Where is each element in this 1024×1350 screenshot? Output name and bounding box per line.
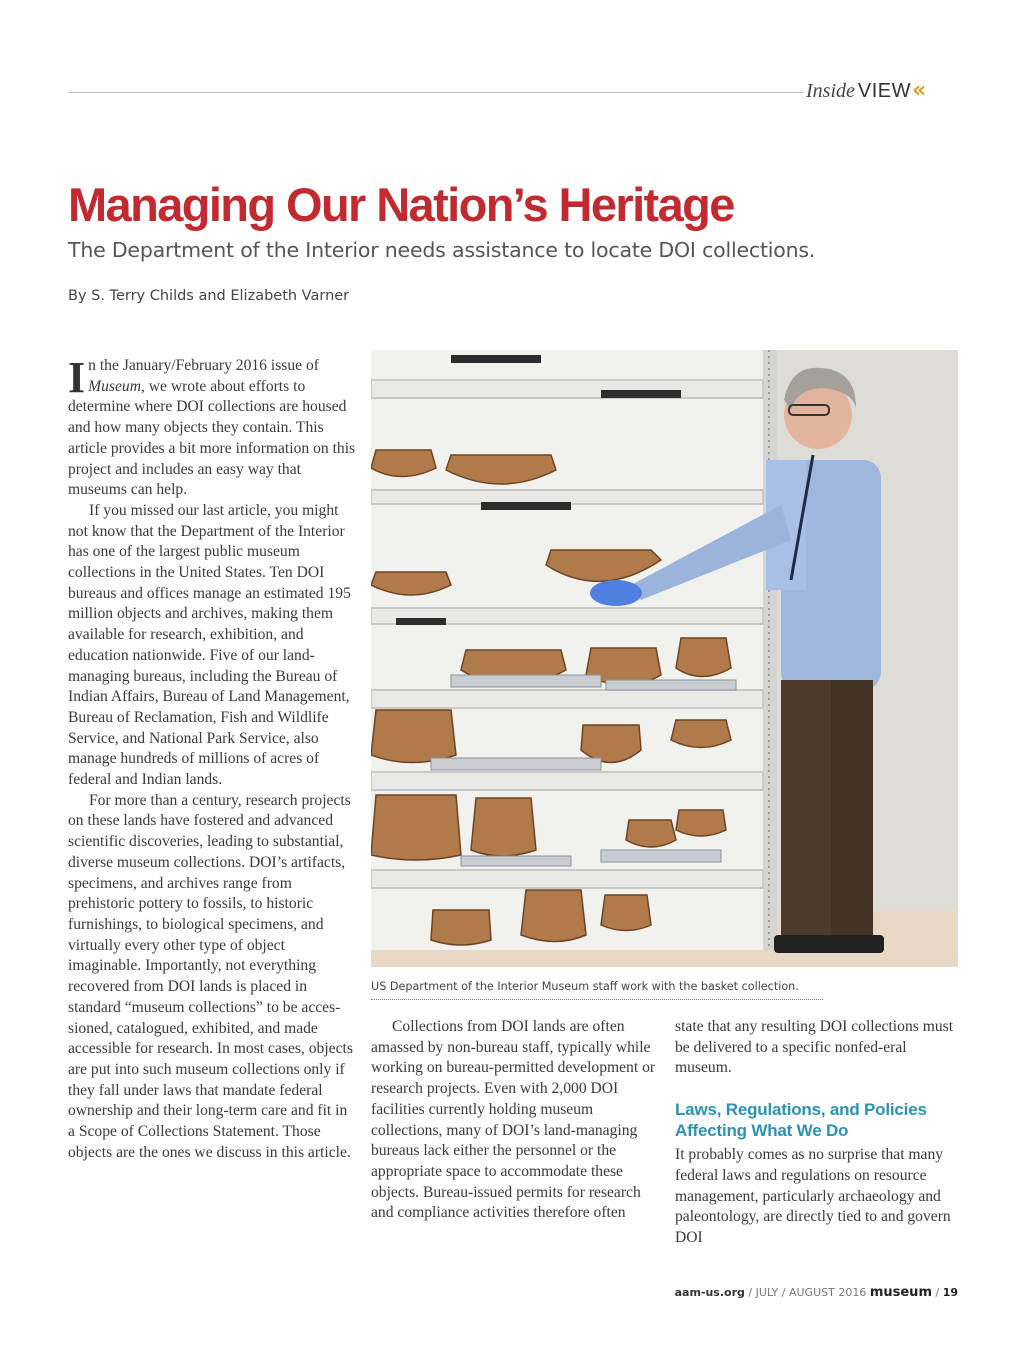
text-column-1 xyxy=(68,353,356,1163)
footer-site: aam-us.org xyxy=(674,1286,745,1299)
text-column-2 xyxy=(371,1017,659,1224)
footer-magazine: museum xyxy=(869,1285,932,1300)
text-column-3 xyxy=(675,1017,957,1249)
section-label-italic: Inside xyxy=(806,80,855,102)
footer-date: JULY / AUGUST 2016 xyxy=(755,1286,867,1299)
article-byline: By S. Terry Childs and Elizabeth Varner xyxy=(68,288,350,304)
drop-cap: I xyxy=(68,353,86,402)
section-heading: Laws, Regulations, and Policies Affecting What We Do xyxy=(675,1100,927,1141)
paragraph: It probably comes as no surprise that many federal laws and regulations on resource management, particularly archaeology and paleontology, are directly tied to and govern DOI xyxy=(675,1146,951,1246)
article-title: Managing Our Nation’s Heritage xyxy=(68,178,734,231)
header-rule xyxy=(68,92,803,93)
page-number: 19 xyxy=(942,1286,958,1299)
article-photo xyxy=(371,350,958,967)
section-label-main: VIEW xyxy=(857,80,912,102)
section-label xyxy=(806,78,926,103)
page-footer: aam-us.org / JULY / AUGUST 2016 museum / 19 xyxy=(674,1285,958,1300)
paragraph: In the January/February 2016 issue of Museum, we wrote about efforts to determine where DOI collections are housed and how many objects they contain. This article provides a bit more information on this project and includes an easy way that museums can help. xyxy=(68,353,356,499)
paragraph: If you missed our last article, you might not know that the Department of the Interior has one of the largest public museum collections in the United States. Ten DOI bureaus and offices manage an estimated 195 million objects and archives, making them available for research, exhibition, and education nationwide. Five of our land-managing bureaus, including the Bureau of Indian Affairs, Bureau of Land Management, Bureau of Reclamation, Fish and Wildlife Service, and National Park Service, also manage hundreds of millions of acres of federal and Indian lands. xyxy=(68,501,351,789)
paragraph: For more than a century, research projects on these lands have fostered and advanced scientific discoveries, leading to substantial, diverse museum collections. DOI’s artifacts, specimens, and archives range from prehistoric pottery to fossils, to historic furnishings, to biological specimens, and virtually every other type of object imaginable. Importantly, not everything recovered from DOI lands is placed in standard “museum collections” to be acces-sioned, catalogued, exhibited, and made accessible for research. In most cases, objects are put into such museum collections only if they fall under laws that mandate federal ownership and their long-term care and fit in a Scope of Collections Statement. Those objects are the ones we discuss in this article. xyxy=(68,791,353,1161)
article-subtitle: The Department of the Interior needs assistance to locate DOI collections. xyxy=(68,238,816,262)
magazine-name: Museum xyxy=(88,377,141,395)
basket-collection-photo xyxy=(371,350,958,967)
double-chevron-left-icon: « xyxy=(912,78,927,103)
paragraph: state that any resulting DOI collections must be delivered to a specific nonfed-eral museum. xyxy=(675,1018,954,1077)
paragraph: Collections from DOI lands are often amassed by non-bureau staff, typically while working on bureau-permitted development or research projects. Even with 2,000 DOI facilities currently holding museum collections, many of DOI’s land-managing bureaus lack either the personnel or the appropriate space to accommodate these objects. Bureau-issued permits for research and compliance activities therefore often xyxy=(371,1018,656,1222)
photo-caption: US Department of the Interior Museum staff work with the basket collection. xyxy=(371,980,823,1000)
